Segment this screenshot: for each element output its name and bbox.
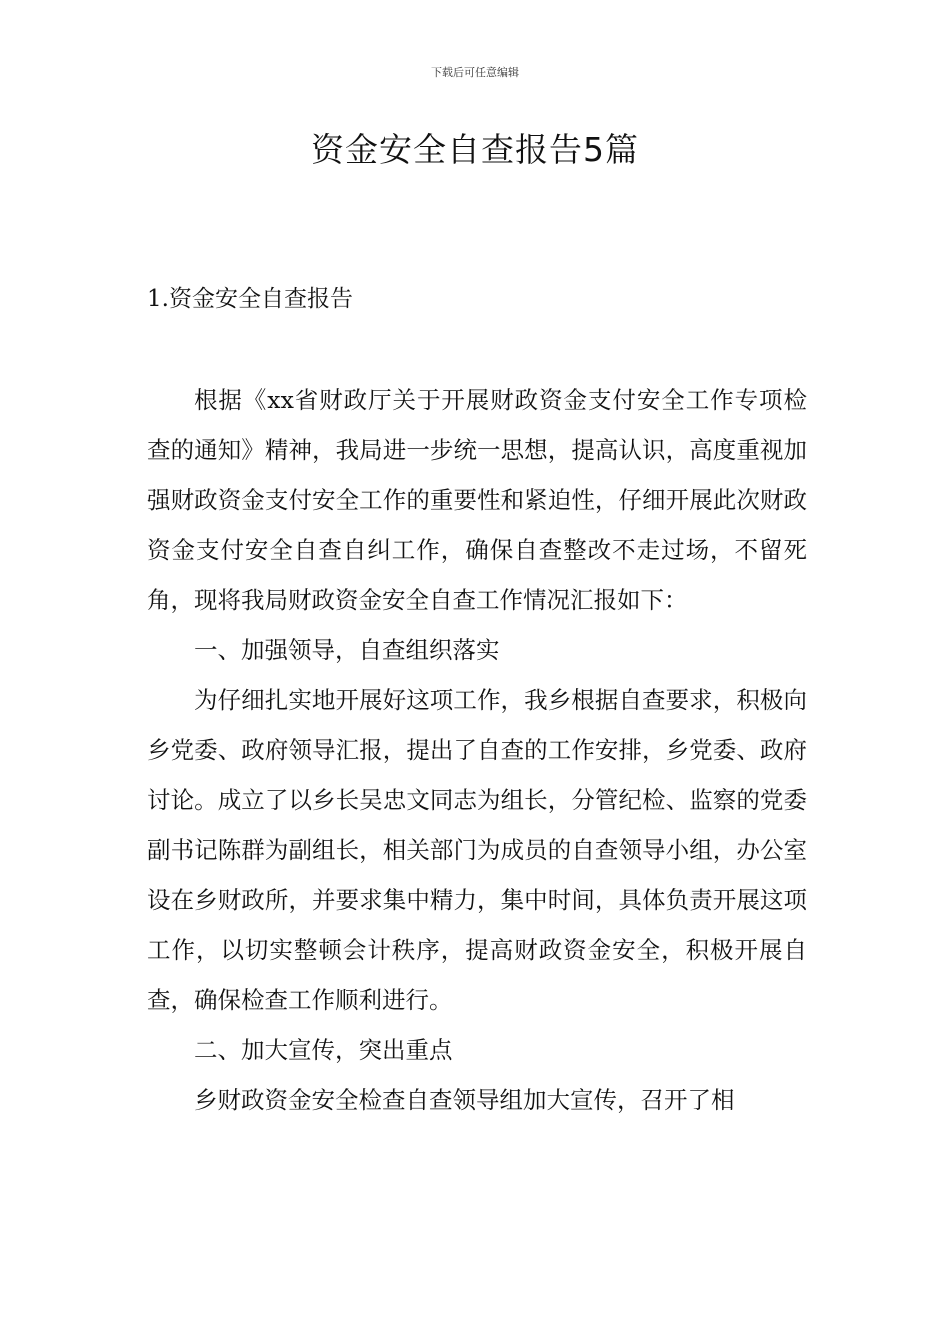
subheading-publicity: 二、加大宣传，突出重点	[194, 1036, 453, 1064]
section-heading: 1.资金安全自查报告	[147, 286, 353, 312]
paragraph-leadership: 为仔细扎实地开展好这项工作，我乡根据自查要求，积极向乡党委、政府领导汇报，提出了自查的工作安排，乡党委、政府讨论。成立了以乡长吴忠文同志为组长，分管纪检、监察的党委副书记陈群为副组长，相关部门为成员的自查领导小组，办公室设在乡财政所，并要求集中精力，集中时间，具体负责开展这项工作，以切实整顿会计秩序，提高财政资金安全，积极开展自查，确保检查工作顺利进行。	[147, 686, 807, 1014]
body-text	[147, 375, 807, 1125]
paragraph-publicity: 乡财政资金安全检查自查领导组加大宣传，召开了相	[194, 1086, 735, 1114]
header-note: 下载后可任意编辑	[431, 66, 519, 79]
document-title: 资金安全自查报告5篇	[311, 130, 639, 169]
subheading-leadership: 一、加强领导，自查组织落实	[194, 636, 500, 664]
paragraph-intro: 根据《xx省财政厅关于开展财政资金支付安全工作专项检查的通知》精神，我局进一步统一思想，提高认识，高度重视加强财政资金支付安全工作的重要性和紧迫性，仔细开展此次财政资金支付安全自查自纠工作，确保自查整改不走过场，不留死角，现将我局财政资金安全自查工作情况汇报如下：	[147, 386, 807, 614]
